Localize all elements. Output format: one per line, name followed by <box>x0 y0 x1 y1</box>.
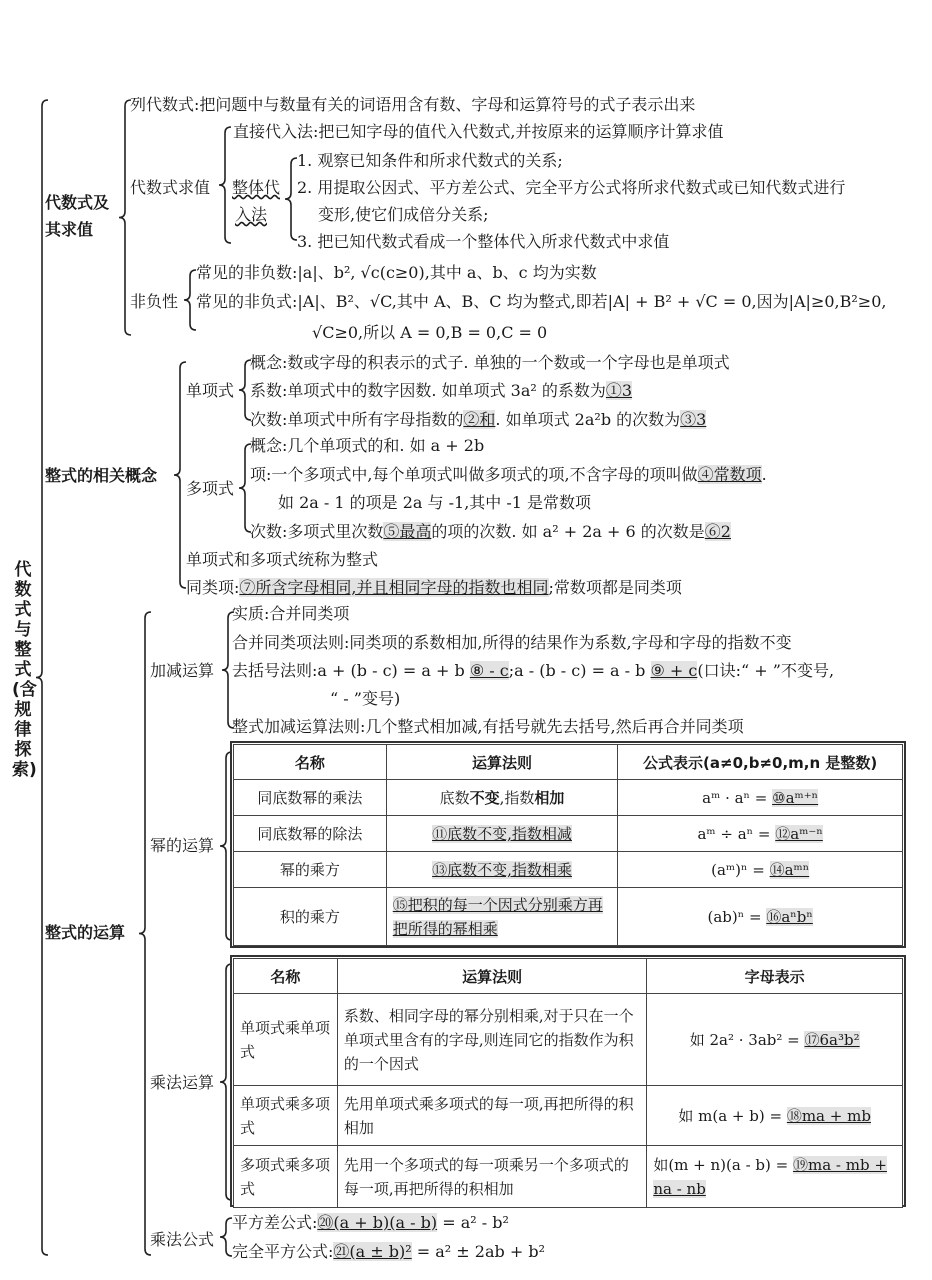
jiajian-shizhi: 实质:合并同类项 <box>232 604 350 623</box>
qukuohao-fazi: 去括号法则:a + (b - c) = a + b ⑧ - c;a - (b - c) = a - b ⑨ + c(口诀:“ + ”不变号, <box>232 661 835 680</box>
brace-line <box>219 127 231 243</box>
mi-table <box>233 744 903 946</box>
cheng-header-row <box>234 959 903 994</box>
answer-18: ⑱ma + mb <box>786 1107 871 1125</box>
daishushi-qiuzhi-label: 代数式求值 <box>130 178 211 197</box>
mi-cell-rule <box>386 852 618 888</box>
answer-14: ⑭aᵐⁿ <box>769 861 810 879</box>
feifu-label: 非负性 <box>130 292 179 311</box>
zhengti-step-1: 1. 观察已知条件和所求代数式的关系; <box>297 151 563 170</box>
feifu-shu: 常见的非负数:|a|、b², √c(c≥0),其中 a、b、c 均为实数 <box>196 263 597 282</box>
answer-7: ⑦所含字母相同,并且相同字母的指数也相同 <box>239 578 549 597</box>
root-title: 代数式与整式(含规律探索) <box>12 560 37 780</box>
cheng-cell-rule: 先用单项式乘多项式的每一项,再把所得的积相加 <box>337 1086 646 1146</box>
zhengti-step-3: 3. 把已知代数式看成一个整体代入所求代数式中求值 <box>297 232 670 251</box>
answer-21: ㉑(a ± b)² <box>333 1242 412 1261</box>
cheng-cell-formula: 如 2a² · 3ab² = ⑰6a³b² <box>647 994 903 1086</box>
answer-15: ⑮把积的每一个因式分别乘方再把所得的幂相乘 <box>392 895 603 938</box>
mi-cell-formula: aᵐ ÷ aⁿ = ⑫aᵐ⁻ⁿ <box>618 816 903 852</box>
feifu-shi-cont: √C≥0,所以 A = 0,B = 0,C = 0 <box>312 323 548 342</box>
answer-4: ④常数项 <box>697 465 762 484</box>
jiajian-label: 加减运算 <box>150 661 215 680</box>
mi-cell-formula: (ab)ⁿ = ⑯aⁿbⁿ <box>618 888 903 946</box>
brace-line <box>220 1218 232 1256</box>
jiajian-fazi: 整式加减运算法则:几个整式相加减,有括号就先去括号,然后再合并同类项 <box>232 717 744 736</box>
cheng-table <box>233 958 903 1208</box>
mi-cell-name: 同底数幂的除法 <box>234 816 387 852</box>
answer-5: ⑤最高 <box>383 522 432 541</box>
mi-label: 幂的运算 <box>150 836 215 855</box>
table-row <box>234 1086 903 1146</box>
answer-1: ①3 <box>605 381 633 400</box>
zhengti-step-2a: 2. 用提取公因式、平方差公式、完全平方公式将所求代数式或已知代数式进行 <box>297 178 846 197</box>
mi-cell-rule <box>386 816 618 852</box>
mi-cell-formula: aᵐ · aⁿ = ⑩aᵐ⁺ⁿ <box>618 780 903 816</box>
answer-9: ⑨ + c <box>650 661 698 680</box>
answer-3: ③3 <box>680 410 707 429</box>
danxiangshi-label: 单项式 <box>186 381 235 400</box>
brace-line <box>239 444 251 532</box>
answer-8: ⑧ - c <box>469 661 509 680</box>
duoxiangshi-label: 多项式 <box>186 479 235 498</box>
chengfa-gongshi-label: 乘法公式 <box>150 1230 215 1249</box>
duo-gainian: 概念:几个单项式的和. 如 a + 2b <box>250 436 485 455</box>
cheng-cell-formula: 如(m + n)(a - b) = ⑲ma - mb + na - nb <box>647 1146 903 1208</box>
table-row <box>234 852 903 888</box>
tongleixiang: 同类项:⑦所含字母相同,并且相同字母的指数也相同;常数项都是同类项 <box>186 578 682 597</box>
zhijie-dairu: 直接代入法:把已知字母的值代入代数式,并按原来的运算顺序计算求值 <box>233 122 724 141</box>
answer-11: ⑪底数不变,指数相减 <box>432 825 572 843</box>
answer-6: ⑥2 <box>704 522 731 541</box>
cheng-header-name: 名称 <box>234 959 338 994</box>
dan-gainian: 概念:数或字母的积表示的式子. 单独的一个数或一个字母也是单项式 <box>250 353 730 372</box>
s2-title: 整式的相关概念 <box>45 466 158 485</box>
cheng-cell-formula: 如 m(a + b) = ⑱ma + mb <box>647 1086 903 1146</box>
cheng-header-formula: 字母表示 <box>647 959 903 994</box>
table-row <box>234 780 903 816</box>
answer-20: ⑳(a + b)(a - b) <box>317 1213 438 1232</box>
mi-cell-name: 积的乘方 <box>234 888 387 946</box>
cheng-cell-name: 多项式乘多项式 <box>234 1146 338 1208</box>
chengfa-label: 乘法运算 <box>150 1073 215 1092</box>
answer-10: ⑩aᵐ⁺ⁿ <box>772 788 819 807</box>
mi-header-name: 名称 <box>234 745 387 780</box>
answer-17: ⑰6a³b² <box>804 1031 860 1049</box>
answer-2: ②和 <box>463 410 496 429</box>
mi-header-formula: 公式表示(a≠0,b≠0,m,n 是整数) <box>618 745 903 780</box>
mi-cell-rule: 底数不变,指数相加 <box>386 780 618 816</box>
answer-13: ⑬底数不变,指数相乘 <box>432 861 572 879</box>
table-row <box>234 1146 903 1208</box>
mi-cell-name: 幂的乘方 <box>234 852 387 888</box>
mi-header-row <box>234 745 903 780</box>
cheng-cell-rule: 先用一个多项式的每一项乘另一个多项式的每一项,再把所得的积相加 <box>337 1146 646 1208</box>
mi-cell-formula: (aᵐ)ⁿ = ⑭aᵐⁿ <box>618 852 903 888</box>
cheng-cell-name: 单项式乘单项式 <box>234 994 338 1086</box>
s1-title-line2: 其求值 <box>45 220 94 239</box>
mi-header-rule: 运算法则 <box>386 745 618 780</box>
table-row <box>234 994 903 1086</box>
qukuohao-koujue: “ - ”变号) <box>330 689 401 708</box>
brace-line <box>285 158 297 240</box>
brace-line <box>184 270 196 330</box>
table-row <box>234 888 903 946</box>
table-row <box>234 816 903 852</box>
mi-cell-rule <box>386 888 618 946</box>
dan-xishu: 系数:单项式中的数字因数. 如单项式 3a² 的系数为①3 <box>250 381 633 400</box>
duo-cishu: 次数:多项式里次数⑤最高的项的次数. 如 a² + 2a + 6 的次数是⑥2 <box>250 522 731 541</box>
hebing-fazi: 合并同类项法则:同类项的系数相加,所得的结果作为系数,字母和字母的指数不变 <box>232 633 792 652</box>
cheng-cell-rule: 系数、相同字母的幂分别相乘,对于只在一个单项式里含有的字母,则连同它的指数作为积的一个因式 <box>337 994 646 1086</box>
brace-line <box>36 100 48 1255</box>
brace-line <box>139 612 151 1255</box>
cheng-cell-name: 单项式乘多项式 <box>234 1086 338 1146</box>
zhengshi-tongcheng: 单项式和多项式统称为整式 <box>186 550 379 569</box>
zhengti-step-2b: 变形,使它们成倍分关系; <box>318 205 489 224</box>
wanquan-pingfang: 完全平方公式:㉑(a ± b)² = a² ± 2ab + b² <box>232 1242 545 1261</box>
zhengti-label-1: 整体代 <box>232 178 281 197</box>
feifu-shi: 常见的非负式:|A|、B²、√C,其中 A、B、C 均为整式,即若|A| + B² + √C = 0,因为|A|≥0,B²≥0, <box>196 292 887 311</box>
brace-line <box>174 362 186 588</box>
pingfangcha: 平方差公式:⑳(a + b)(a - b) = a² - b² <box>232 1213 509 1232</box>
lie-daishushi: 列代数式:把问题中与数量有关的词语用含有数、字母和运算符号的式子表示出来 <box>130 95 696 114</box>
answer-16: ⑯aⁿbⁿ <box>766 908 813 926</box>
s1-title-line1: 代数式及 <box>45 193 110 212</box>
answer-12: ⑫aᵐ⁻ⁿ <box>775 825 823 843</box>
dan-cishu: 次数:单项式中所有字母指数的②和. 如单项式 2a²b 的次数为③3 <box>250 410 707 429</box>
cheng-header-rule: 运算法则 <box>337 959 646 994</box>
mi-cell-name: 同底数幂的乘法 <box>234 780 387 816</box>
answer-19: ⑲ma - mb + na - nb <box>653 1155 887 1198</box>
zhengti-label-2: 入法 <box>235 205 268 224</box>
s3-title: 整式的运算 <box>45 923 126 942</box>
duo-xiang: 项:一个多项式中,每个单项式叫做多项式的项,不含字母的项叫做④常数项. <box>250 465 767 484</box>
duo-xiang-example: 如 2a - 1 的项是 2a 与 -1,其中 -1 是常数项 <box>278 493 592 512</box>
